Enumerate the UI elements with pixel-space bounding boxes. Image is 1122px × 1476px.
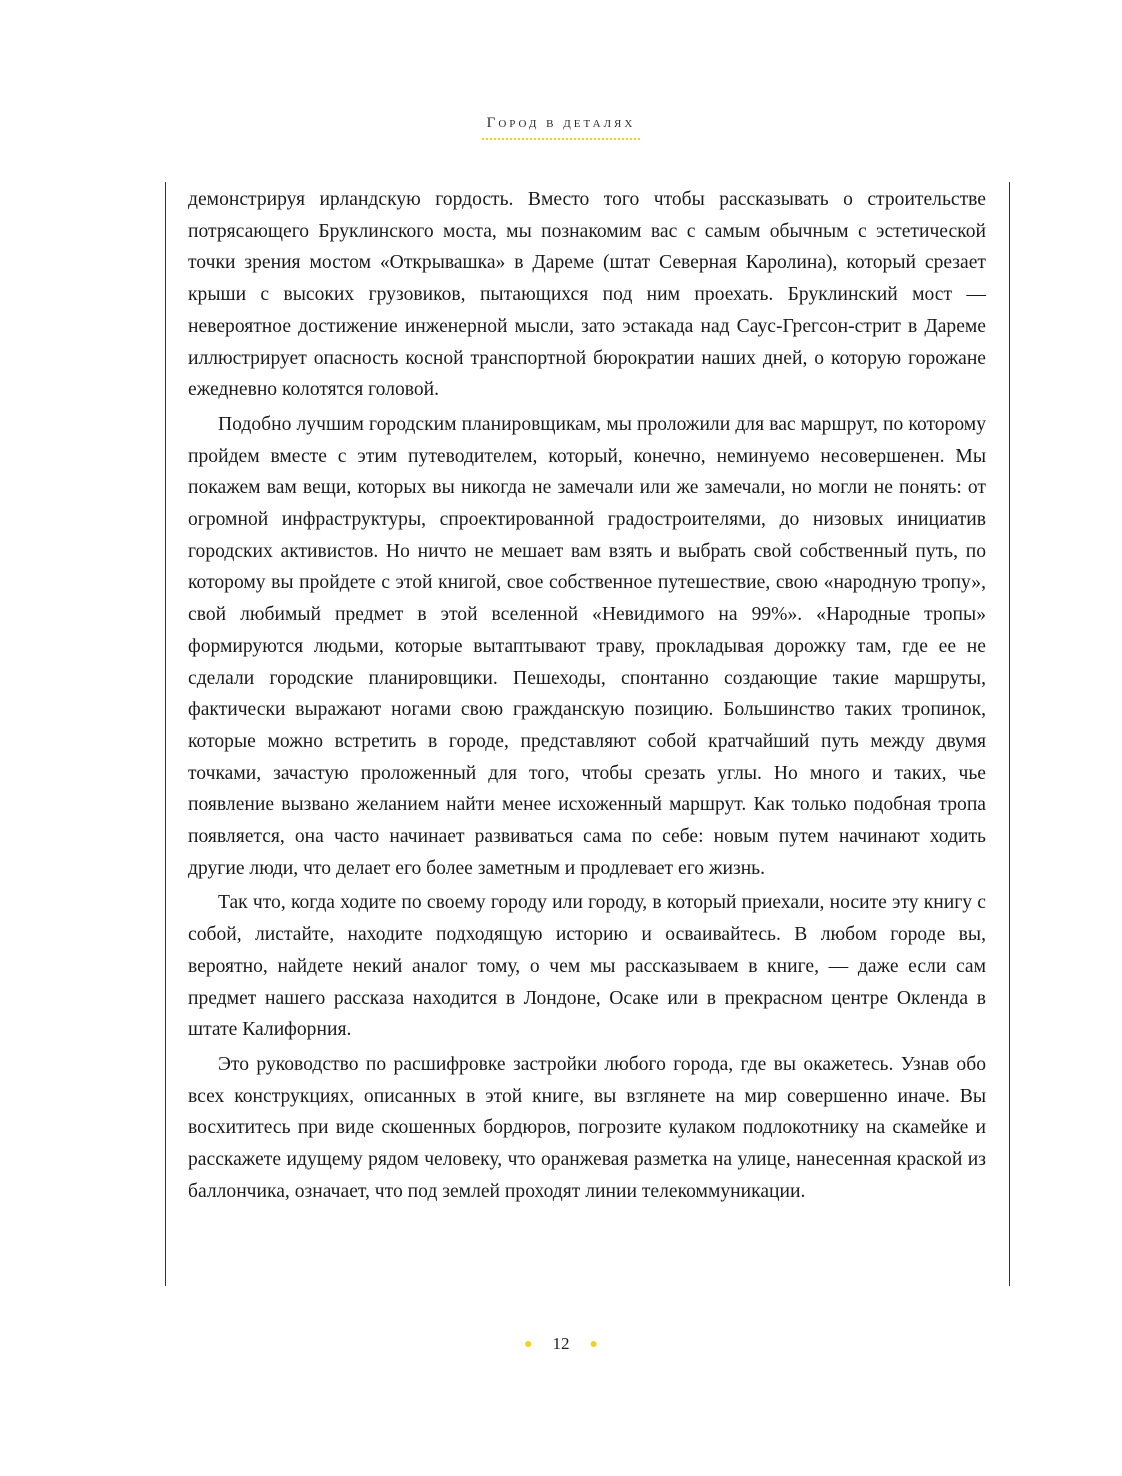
body-text — [188, 184, 986, 1208]
paragraph-2: Подобно лучшим городским планировщикам, мы проложили для вас маршрут, по которому пройдем вместе с этим путеводителем, который, конечно, неминуемо несовершенен. Мы покажем вам вещи, которых вы никогда не замечали или же замечали, но могли не понять: от огромной инфраструктуры, спроектированной градостроителями, до низовых инициатив городских активистов. Но ничто не мешает вам взять и выбрать свой собственный путь, по которому вы пройдете с этой книгой, свое собственное путешествие, свою «народную тропу», свой любимый предмет в этой вселенной «Невидимого на 99%». «Народные тропы» формируются людьми, которые вытаптывают траву, прокладывая дорожку там, где ее не сделали городские планировщики. Пешеходы, спонтанно создающие такие маршруты, фактически выражают ногами свою гражданскую позицию. Большинство таких тропинок, которые можно встретить в городе, представляют собой кратчайший путь между двумя точками, зачастую проложенный для того, чтобы срезать углы. Но много и таких, чье появление вызвано желанием найти менее исхоженный маршрут. Как только подобная тропа появляется, она часто начинает развиваться сама по себе: новым путем начинают ходить другие люди, что делает его более заметным и продлевает его жизнь. — [188, 413, 986, 879]
page-number: 12 — [552, 1334, 570, 1353]
folio-dot-right-icon: ● — [589, 1337, 598, 1352]
folio-dot-left-icon: ● — [524, 1337, 533, 1352]
running-title: Город в деталях — [486, 115, 636, 131]
paragraph-4: Это руководство по расшифровке застройки любого города, где вы окажетесь. Узнав обо всех конструкциях, описанных в этой книге, вы взглянете на мир совершенно иначе. Вы восхититесь при виде скошенных бордюров, погрозите кулаком подлокотнику на скамейке и расскажете идущему рядом человеку, что оранжевая разметка на улице, нанесенная краской из баллончика, означает, что под землей проходят линии телекоммуникации. — [188, 1053, 986, 1202]
paragraph-3: Так что, когда ходите по своему городу или городу, в который приехали, носите эту книгу с собой, листайте, находите подходящую историю и осваивайтесь. В любом городе вы, вероятно, найдете некий аналог тому, о чем мы рассказываем в книге, — даже если сам предмет нашего рассказа находится в Лондоне, Осаке или в прекрасном центре Окленда в штате Калифорния. — [188, 892, 986, 1041]
right-margin-rule — [1009, 182, 1010, 1286]
page-footer — [0, 1334, 1122, 1354]
paragraph-1: демонстрируя ирландскую гордость. Вместо того чтобы рассказывать о строительстве потрясающего Бруклинского моста, мы познакомим вас с самым обычным с эстетической точки зрения мостом «Открывашка» в Дареме (штат Северная Каролина), который срезает крыши с высоких грузовиков, пытающихся под ним проехать. Бруклинский мост — невероятное достижение инженерной мысли, зато эстакада над Саус-Грегсон-стрит в Дареме иллюстрирует опасность косной транспортной бюрократии наших дней, о которую горожане ежедневно колотятся головой. — [188, 189, 986, 401]
left-margin-rule — [165, 182, 166, 1286]
running-header — [0, 112, 1122, 140]
title-dotted-underline — [482, 138, 640, 140]
